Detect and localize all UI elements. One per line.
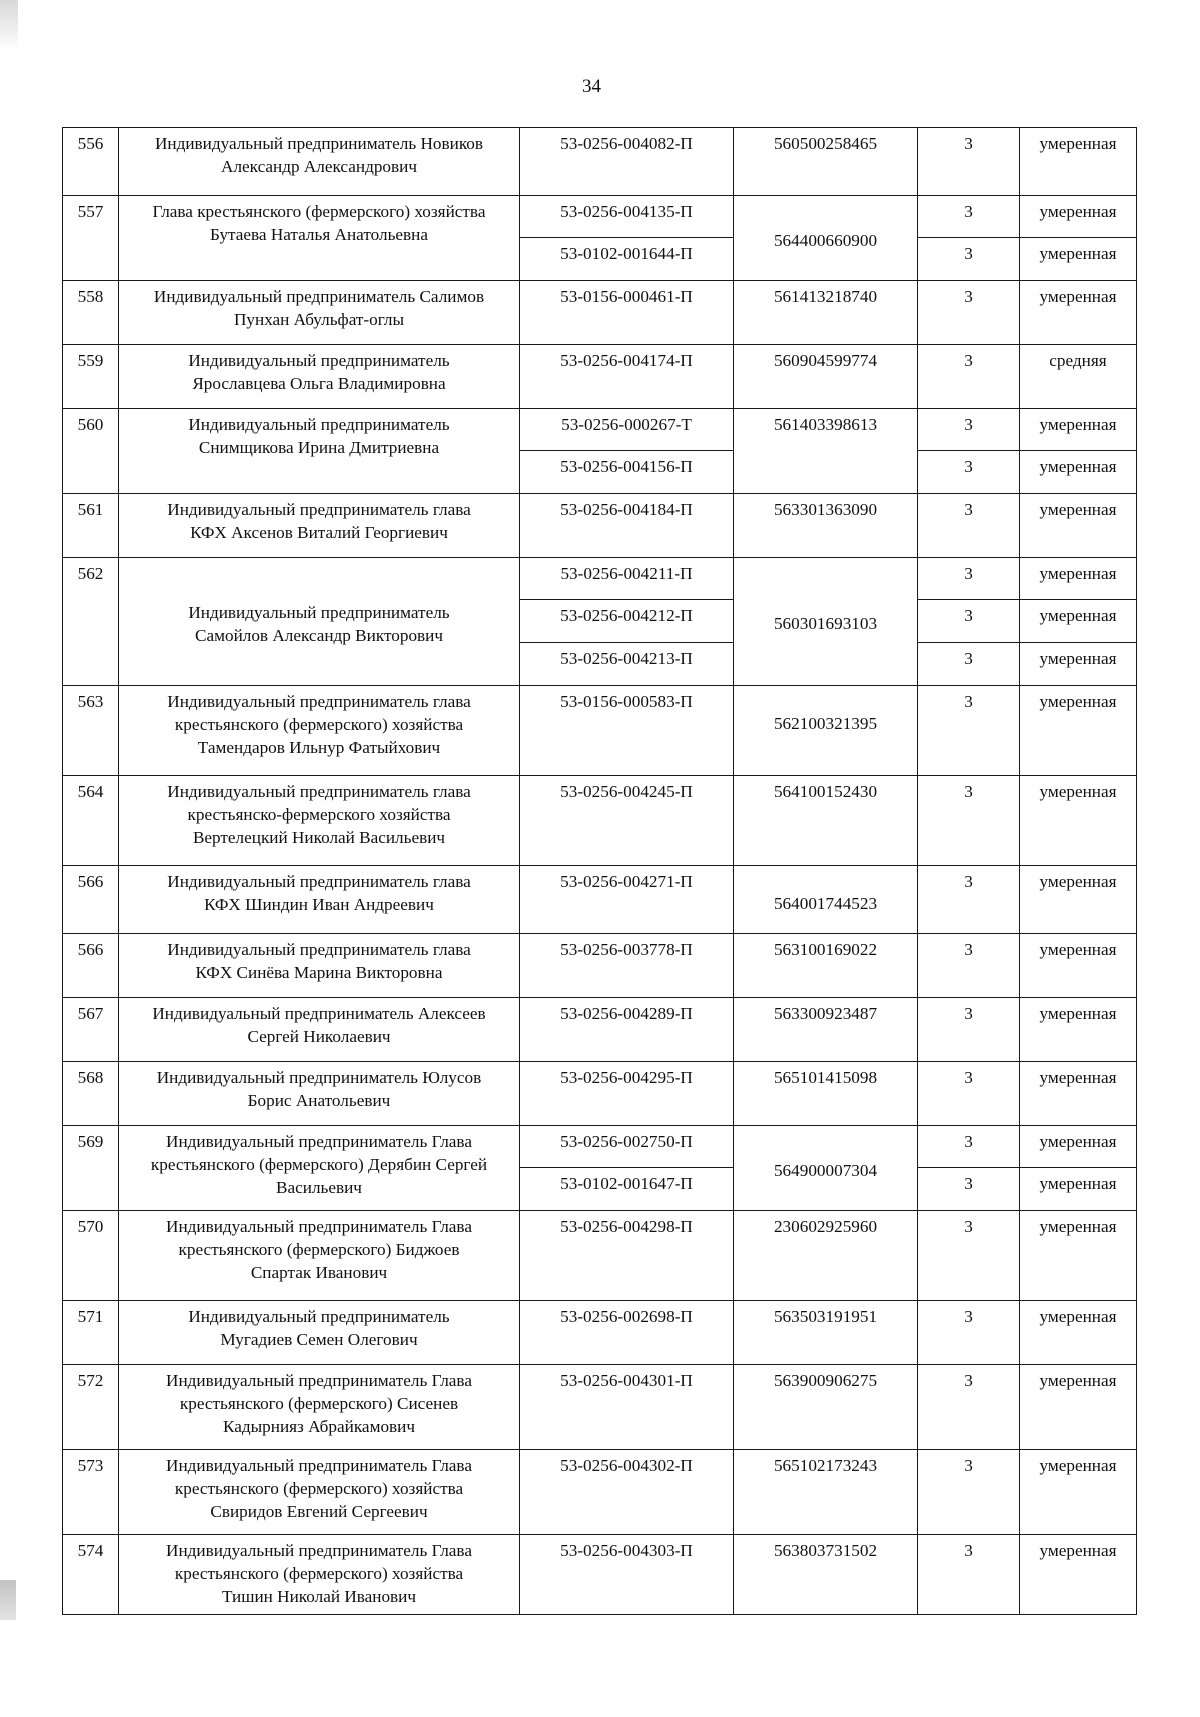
entity-name-line: Индивидуальный предприниматель Глава bbox=[166, 1217, 472, 1236]
category-value: 3 bbox=[918, 866, 1020, 934]
entity-name-line: Глава крестьянского (фермерского) хозяйства bbox=[152, 202, 486, 221]
category-value: 3 bbox=[918, 1211, 1020, 1301]
row-number: 558 bbox=[63, 281, 119, 345]
category-value: 3 bbox=[918, 1535, 1020, 1615]
entity-name-line: крестьянского (фермерского) Биджоев bbox=[178, 1240, 460, 1259]
category-value: 3 bbox=[918, 643, 1020, 686]
risk-level: умеренная bbox=[1020, 494, 1137, 558]
table-row bbox=[63, 128, 1137, 196]
entity-name-cell bbox=[119, 998, 520, 1062]
risk-level: умеренная bbox=[1020, 1535, 1137, 1615]
entity-name-line: КФХ Синёва Марина Викторовна bbox=[195, 963, 443, 982]
risk-level: умеренная bbox=[1020, 686, 1137, 776]
entity-name-line: Индивидуальный предприниматель Глава bbox=[166, 1456, 472, 1475]
inn-value: 560500258465 bbox=[734, 128, 918, 196]
table-row bbox=[63, 345, 1137, 409]
category-value: 3 bbox=[918, 776, 1020, 866]
record-code: 53-0256-004289-П bbox=[520, 998, 734, 1062]
entity-name-line: Снимщикова Ирина Дмитриевна bbox=[198, 438, 440, 457]
risk-level: умеренная bbox=[1020, 451, 1137, 494]
record-code: 53-0256-004135-П bbox=[520, 196, 734, 238]
table-row bbox=[63, 1535, 1137, 1615]
entity-name-line: Самойлов Александр Викторович bbox=[195, 625, 443, 645]
entity-name-line: Индивидуальный предприниматель bbox=[188, 415, 450, 434]
entity-name-line: Индивидуальный предприниматель bbox=[188, 602, 450, 622]
entity-name-cell bbox=[119, 281, 520, 345]
entity-name-cell bbox=[119, 1062, 520, 1126]
category-value: 3 bbox=[918, 451, 1020, 494]
inn-value: 230602925960 bbox=[734, 1211, 918, 1301]
category-value: 3 bbox=[918, 409, 1020, 451]
table-row bbox=[63, 281, 1137, 345]
table-row bbox=[63, 1365, 1137, 1450]
inn-value: 564900007304 bbox=[734, 1126, 918, 1211]
entity-name-line: крестьянского (фермерского) Сисенев bbox=[179, 1394, 459, 1413]
category-value: 3 bbox=[918, 998, 1020, 1062]
risk-level: умеренная bbox=[1020, 1365, 1137, 1450]
entity-name-line: Васильевич bbox=[276, 1178, 362, 1197]
entity-name-line: Спартак Иванович bbox=[250, 1263, 388, 1282]
row-number: 561 bbox=[63, 494, 119, 558]
entity-name-cell bbox=[119, 1301, 520, 1365]
entity-name-line: Индивидуальный предприниматель Юлусов bbox=[156, 1068, 482, 1087]
entity-name-line: Индивидуальный предприниматель глава bbox=[167, 692, 471, 711]
entity-name-cell bbox=[119, 196, 520, 281]
entity-name-line: Индивидуальный предприниматель Глава bbox=[166, 1541, 472, 1560]
category-value: 3 bbox=[918, 600, 1020, 643]
risk-level: умеренная bbox=[1020, 1450, 1137, 1535]
row-number: 568 bbox=[63, 1062, 119, 1126]
entity-name-line: Индивидуальный предприниматель глава bbox=[167, 500, 471, 519]
risk-level: умеренная bbox=[1020, 558, 1137, 600]
table-row bbox=[63, 998, 1137, 1062]
risk-level: умеренная bbox=[1020, 409, 1137, 451]
entity-name-line: Индивидуальный предприниматель глава bbox=[167, 872, 471, 891]
inn-value: 564400660900 bbox=[734, 196, 918, 281]
category-value: 3 bbox=[918, 281, 1020, 345]
inn-value: 561403398613 bbox=[734, 409, 918, 494]
inn-value: 563300923487 bbox=[734, 998, 918, 1062]
inn-value: 563900906275 bbox=[734, 1365, 918, 1450]
entity-name-cell bbox=[119, 1365, 520, 1450]
row-number: 557 bbox=[63, 196, 119, 281]
table-row bbox=[63, 776, 1137, 866]
entity-name-line: крестьянского (фермерского) хозяйства bbox=[174, 1479, 464, 1498]
inn-value: 563503191951 bbox=[734, 1301, 918, 1365]
row-number: 570 bbox=[63, 1211, 119, 1301]
entity-name-cell bbox=[119, 409, 520, 494]
inn-value: 563803731502 bbox=[734, 1535, 918, 1615]
table-subrow bbox=[63, 558, 1137, 600]
record-code: 53-0256-002698-П bbox=[520, 1301, 734, 1365]
category-value: 3 bbox=[918, 934, 1020, 998]
entity-name-line: крестьянского (фермерского) хозяйства bbox=[174, 715, 464, 734]
table-row bbox=[63, 934, 1137, 998]
table-row bbox=[63, 866, 1137, 934]
entity-name-line: КФХ Шиндин Иван Андреевич bbox=[204, 895, 434, 914]
risk-level: умеренная bbox=[1020, 934, 1137, 998]
record-code: 53-0256-004245-П bbox=[520, 776, 734, 866]
entity-name-line: Александр Александрович bbox=[221, 157, 417, 176]
risk-level: умеренная bbox=[1020, 128, 1137, 196]
entity-name-line: Тамендаров Ильнур Фатыйхович bbox=[197, 738, 441, 757]
row-number: 574 bbox=[63, 1535, 119, 1615]
inn-value: 564001744523 bbox=[734, 866, 918, 934]
table-subrow bbox=[63, 1126, 1137, 1168]
entity-name-line: Пунхан Абульфат-оглы bbox=[233, 310, 405, 329]
row-number: 556 bbox=[63, 128, 119, 196]
category-value: 3 bbox=[918, 1365, 1020, 1450]
entity-name-cell bbox=[119, 866, 520, 934]
inn-value: 562100321395 bbox=[734, 686, 918, 776]
inn-value: 563301363090 bbox=[734, 494, 918, 558]
scan-artifact bbox=[0, 1580, 16, 1620]
category-value: 3 bbox=[918, 1126, 1020, 1168]
entity-name-line: Индивидуальный предприниматель bbox=[188, 351, 450, 370]
inn-value: 561413218740 bbox=[734, 281, 918, 345]
risk-level: умеренная bbox=[1020, 281, 1137, 345]
row-number: 566 bbox=[63, 866, 119, 934]
record-code: 53-0256-004212-П bbox=[520, 600, 734, 643]
record-code: 53-0156-000583-П bbox=[520, 686, 734, 776]
record-code: 53-0102-001647-П bbox=[520, 1168, 734, 1211]
record-code: 53-0256-004174-П bbox=[520, 345, 734, 409]
entity-name-cell bbox=[119, 1211, 520, 1301]
entity-name-line: крестьянско-фермерского хозяйства bbox=[187, 805, 451, 824]
entity-name-line: Борис Анатольевич bbox=[247, 1091, 391, 1110]
entity-name-line: Сергей Николаевич bbox=[247, 1027, 391, 1046]
row-number: 571 bbox=[63, 1301, 119, 1365]
row-number: 567 bbox=[63, 998, 119, 1062]
record-code: 53-0256-004295-П bbox=[520, 1062, 734, 1126]
registry-table bbox=[62, 127, 1137, 1615]
page-number: 34 bbox=[582, 76, 601, 97]
row-number: 563 bbox=[63, 686, 119, 776]
entity-name-cell bbox=[119, 934, 520, 998]
risk-level: умеренная bbox=[1020, 643, 1137, 686]
record-code: 53-0256-004082-П bbox=[520, 128, 734, 196]
table-row bbox=[63, 1450, 1137, 1535]
category-value: 3 bbox=[918, 345, 1020, 409]
risk-level: умеренная bbox=[1020, 196, 1137, 238]
record-code: 53-0256-004213-П bbox=[520, 643, 734, 686]
record-code: 53-0256-004211-П bbox=[520, 558, 734, 600]
entity-name-line: крестьянского (фермерского) Дерябин Сергей bbox=[150, 1155, 488, 1174]
scan-artifact bbox=[0, 0, 18, 50]
table-subrow bbox=[63, 409, 1137, 451]
category-value: 3 bbox=[918, 1450, 1020, 1535]
category-value: 3 bbox=[918, 1301, 1020, 1365]
table-row bbox=[63, 494, 1137, 558]
inn-value: 560301693103 bbox=[734, 558, 918, 686]
risk-level: умеренная bbox=[1020, 1211, 1137, 1301]
category-value: 3 bbox=[918, 558, 1020, 600]
entity-name-cell bbox=[119, 1126, 520, 1211]
record-code: 53-0256-004302-П bbox=[520, 1450, 734, 1535]
entity-name-cell bbox=[119, 494, 520, 558]
category-value: 3 bbox=[918, 128, 1020, 196]
table-row bbox=[63, 1062, 1137, 1126]
row-number: 560 bbox=[63, 409, 119, 494]
risk-level: умеренная bbox=[1020, 1062, 1137, 1126]
record-code: 53-0102-001644-П bbox=[520, 238, 734, 281]
entity-name-line: Ярославцева Ольга Владимировна bbox=[192, 374, 446, 393]
entity-name-line: крестьянского (фермерского) хозяйства bbox=[174, 1564, 464, 1583]
risk-level: умеренная bbox=[1020, 1168, 1137, 1211]
record-code: 53-0256-004156-П bbox=[520, 451, 734, 494]
category-value: 3 bbox=[918, 686, 1020, 776]
entity-name-line: Мугадиев Семен Олегович bbox=[220, 1330, 418, 1349]
entity-name-line: Индивидуальный предприниматель Новиков bbox=[154, 134, 484, 153]
record-code: 53-0256-004298-П bbox=[520, 1211, 734, 1301]
risk-level: средняя bbox=[1020, 345, 1137, 409]
entity-name-line: Тишин Николай Иванович bbox=[221, 1587, 417, 1606]
table-subrow bbox=[63, 196, 1137, 238]
entity-name-cell bbox=[119, 776, 520, 866]
record-code: 53-0256-000267-Т bbox=[520, 409, 734, 451]
record-code: 53-0256-004271-П bbox=[520, 866, 734, 934]
inn-value: 565102173243 bbox=[734, 1450, 918, 1535]
entity-name-line: Индивидуальный предприниматель Салимов bbox=[153, 287, 485, 306]
row-number: 559 bbox=[63, 345, 119, 409]
record-code: 53-0256-003778-П bbox=[520, 934, 734, 998]
entity-name-cell bbox=[119, 345, 520, 409]
risk-level: умеренная bbox=[1020, 998, 1137, 1062]
entity-name-line: Свиридов Евгений Сергеевич bbox=[210, 1502, 428, 1521]
risk-level: умеренная bbox=[1020, 600, 1137, 643]
row-number: 573 bbox=[63, 1450, 119, 1535]
entity-name-line: Индивидуальный предприниматель bbox=[188, 1307, 450, 1326]
entity-name-line: Вертелецкий Николай Васильевич bbox=[192, 828, 446, 847]
entity-name-line: Индивидуальный предприниматель Алексеев bbox=[152, 1004, 486, 1023]
category-value: 3 bbox=[918, 196, 1020, 238]
entity-name-cell bbox=[119, 558, 520, 686]
entity-name-cell bbox=[119, 1535, 520, 1615]
row-number: 566 bbox=[63, 934, 119, 998]
entity-name-cell bbox=[119, 1450, 520, 1535]
category-value: 3 bbox=[918, 494, 1020, 558]
row-number: 564 bbox=[63, 776, 119, 866]
entity-name-line: Бутаева Наталья Анатольевна bbox=[210, 225, 428, 244]
entity-name-line: Индивидуальный предприниматель глава bbox=[167, 782, 471, 801]
risk-level: умеренная bbox=[1020, 1301, 1137, 1365]
record-code: 53-0256-002750-П bbox=[520, 1126, 734, 1168]
risk-level: умеренная bbox=[1020, 776, 1137, 866]
record-code: 53-0256-004303-П bbox=[520, 1535, 734, 1615]
row-number: 569 bbox=[63, 1126, 119, 1211]
row-number: 562 bbox=[63, 558, 119, 686]
record-code: 53-0256-004301-П bbox=[520, 1365, 734, 1450]
category-value: 3 bbox=[918, 1062, 1020, 1126]
registry-table-body bbox=[63, 128, 1137, 1615]
entity-name-cell bbox=[119, 686, 520, 776]
row-number: 572 bbox=[63, 1365, 119, 1450]
inn-value: 564100152430 bbox=[734, 776, 918, 866]
category-value: 3 bbox=[918, 1168, 1020, 1211]
risk-level: умеренная bbox=[1020, 238, 1137, 281]
entity-name-cell bbox=[119, 128, 520, 196]
entity-name-line: Индивидуальный предприниматель глава bbox=[167, 940, 471, 959]
entity-name-line: Индивидуальный предприниматель Глава bbox=[166, 1132, 472, 1151]
entity-name-line: Кадырнияз Абрайкамович bbox=[223, 1417, 415, 1436]
entity-name-line: КФХ Аксенов Виталий Георгиевич bbox=[190, 523, 448, 542]
category-value: 3 bbox=[918, 238, 1020, 281]
entity-name-line: Индивидуальный предприниматель Глава bbox=[166, 1371, 472, 1390]
table-row bbox=[63, 1301, 1137, 1365]
inn-value: 563100169022 bbox=[734, 934, 918, 998]
record-code: 53-0256-004184-П bbox=[520, 494, 734, 558]
inn-value: 565101415098 bbox=[734, 1062, 918, 1126]
risk-level: умеренная bbox=[1020, 866, 1137, 934]
risk-level: умеренная bbox=[1020, 1126, 1137, 1168]
table-row bbox=[63, 1211, 1137, 1301]
table-row bbox=[63, 686, 1137, 776]
record-code: 53-0156-000461-П bbox=[520, 281, 734, 345]
inn-value: 560904599774 bbox=[734, 345, 918, 409]
